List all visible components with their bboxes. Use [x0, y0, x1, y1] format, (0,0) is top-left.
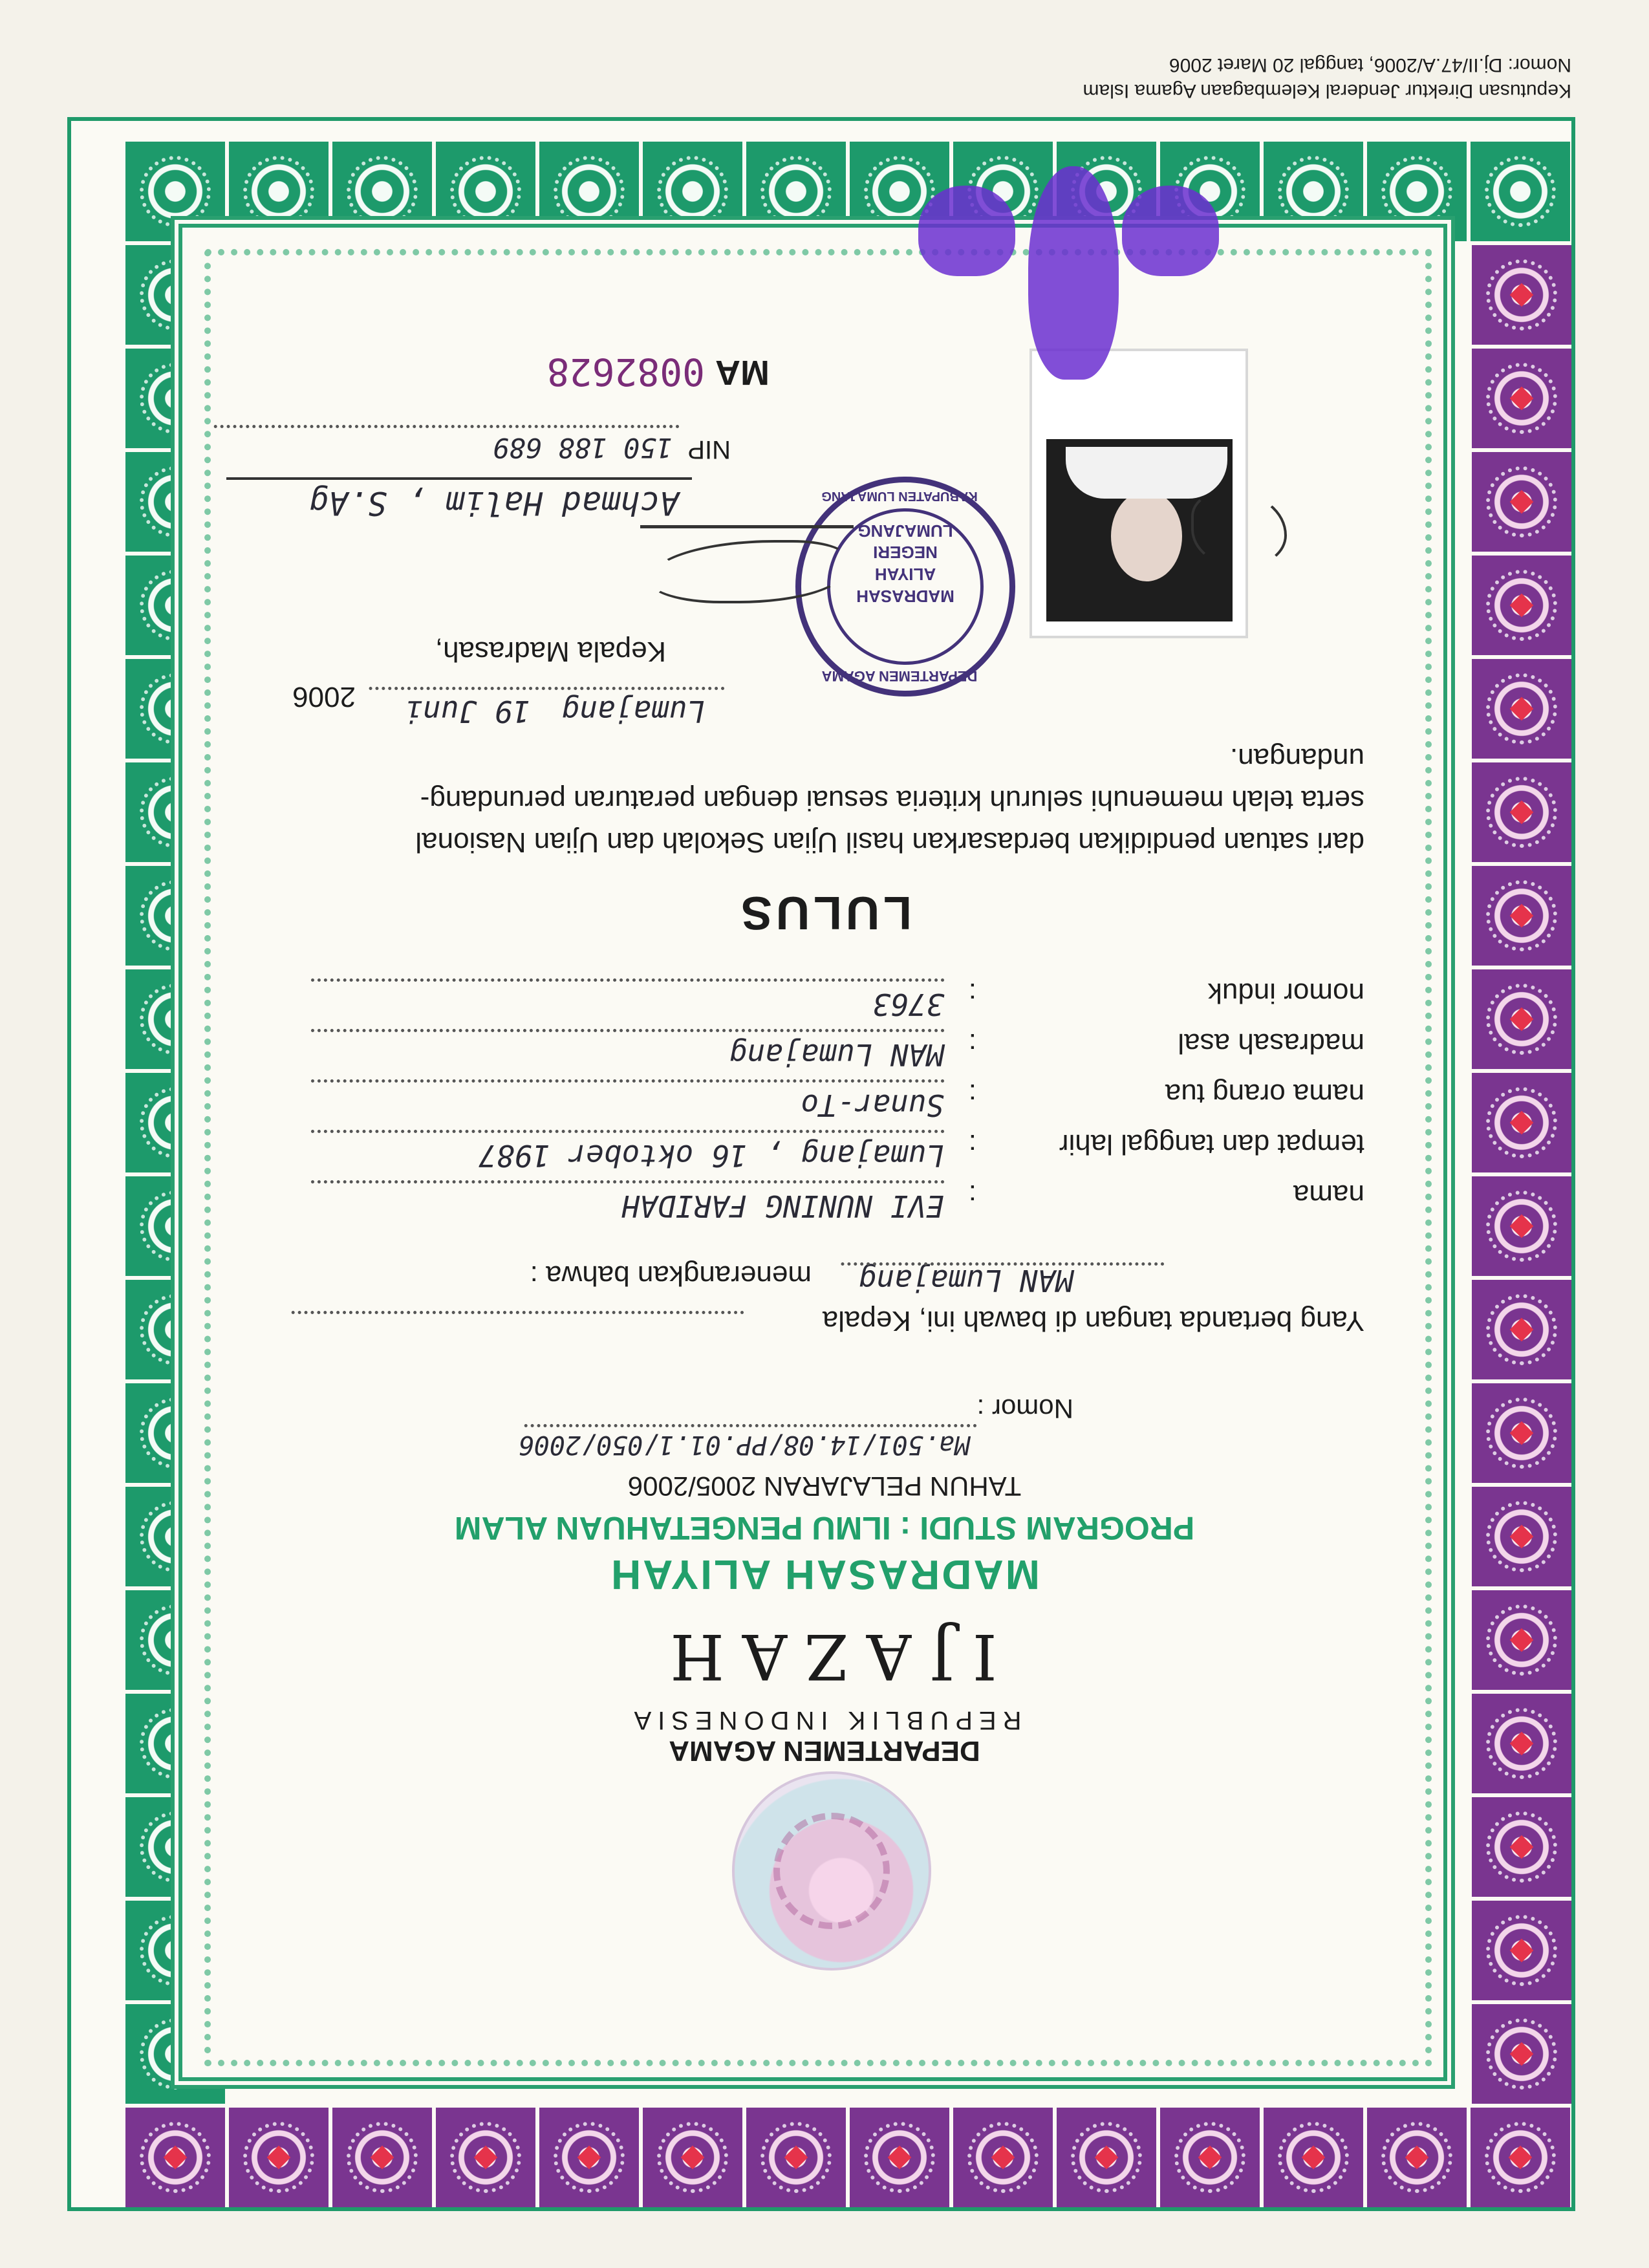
border-tile — [850, 2108, 949, 2207]
certificate-title: IJAZAH — [652, 1620, 997, 1692]
signature-scribble — [648, 540, 847, 603]
field-separator: : — [968, 1179, 976, 1211]
border-tile — [332, 2108, 432, 2207]
border-tile — [1472, 2004, 1571, 2104]
border-tile — [1472, 659, 1571, 759]
nomor-value: Ma.501/14.08/PP.01.1/050/2006 — [518, 1430, 970, 1460]
date-year: 2006 — [292, 681, 356, 713]
fingerprint-thumb — [1028, 166, 1119, 380]
field-dotted-line — [310, 1029, 944, 1032]
republic-name: REPUBLIK INDONESIA — [627, 1706, 1022, 1734]
statement-line-3: undangan. — [1230, 742, 1364, 774]
border-tile — [1472, 1797, 1571, 1897]
headmaster-signature — [640, 525, 854, 638]
border-tile — [1472, 556, 1571, 655]
field-label: tempat dan tanggal lahir — [1059, 1129, 1364, 1160]
academic-year: TAHUN PELAJARAN 2005/2006 — [627, 1471, 1022, 1502]
border-tile — [125, 2108, 225, 2207]
field-value: Sunar-To — [801, 1088, 944, 1123]
border-tile — [1471, 2108, 1570, 2207]
border-tile — [1472, 1383, 1571, 1483]
signatory-name-underline — [226, 477, 692, 480]
border-tile — [1471, 142, 1570, 241]
border-tile — [1472, 1901, 1571, 2000]
signatory-title: Kepala Madrasah, — [435, 636, 666, 667]
border-tile — [229, 2108, 329, 2207]
field-label: nama orang tua — [1165, 1078, 1364, 1110]
field-label: madrasah asal — [1178, 1028, 1364, 1059]
field-dotted-line — [310, 1180, 944, 1183]
signatory-name: Achmad Halim , S.Ag — [309, 484, 679, 522]
border-tile — [1472, 1073, 1571, 1172]
statement-line-1: dari satuan pendidikan berdasarkan hasil Ujian Sekolah dan Ujian Nasional — [415, 826, 1364, 858]
border-tile — [436, 2108, 535, 2207]
border-tile — [746, 2108, 846, 2207]
nip-number: 150 188 689 — [492, 432, 673, 464]
stamp-text-outer-top: DEPARTEMEN AGAMA — [821, 668, 978, 684]
border-tile — [1472, 349, 1571, 448]
serial-number: 0082628 — [546, 350, 705, 394]
serial-prefix: MA — [715, 353, 770, 392]
intro-dotted-line — [291, 1311, 744, 1314]
intro-text: Yang bertanda tangan di bawah ini, Kepala — [822, 1305, 1364, 1337]
field-separator: : — [968, 1129, 976, 1160]
fingerprint-left — [1122, 186, 1219, 276]
field-dotted-line — [310, 1130, 944, 1133]
border-tile — [1057, 2108, 1156, 2207]
intro-statement: menerangkan bahwa : — [530, 1260, 812, 1291]
border-tile — [1472, 969, 1571, 1069]
field-separator: : — [968, 1078, 976, 1110]
statement-line-2: serta telah memenuhi seluruh kriteria sesuai dengan peraturan perundang- — [420, 784, 1364, 816]
school-type: MADRASAH ALIYAH — [609, 1551, 1040, 1598]
date-day: 19 Juni — [405, 694, 530, 729]
stamp-text-outer-bottom: KABUPATEN LUMAJANG — [821, 489, 978, 503]
field-separator: : — [968, 1028, 976, 1059]
nomor-dotted-line — [524, 1424, 976, 1427]
border-tile — [1160, 2108, 1260, 2207]
border-tile — [1264, 2108, 1363, 2207]
field-value: Lumajang , 16 oktober 1987 — [478, 1138, 944, 1173]
field-value: EVI NUNING FARIDAH — [621, 1189, 944, 1224]
nip-dotted-line — [213, 425, 679, 428]
decree-line-2: Nomor: Dj.II/47.A/2006, tanggal 20 Maret 2006 — [1169, 54, 1571, 76]
border-tile — [1472, 1280, 1571, 1379]
decree-line-1: Keputusan Direktur Jenderal Kelembagaan Agama Islam — [1083, 80, 1571, 102]
border-tile — [1472, 245, 1571, 345]
nip-label: NIP — [687, 435, 731, 464]
department-name: DEPARTEMEN AGAMA — [669, 1735, 980, 1767]
study-program: PROGRAM STUDI : ILMU PENGETAHUAN ALAM — [454, 1510, 1195, 1546]
field-label: nama — [1293, 1179, 1364, 1211]
date-dotted-line — [369, 687, 724, 690]
stamp-text-2: NEGERI LUMAJANG — [857, 521, 953, 563]
fingerprint-right — [918, 186, 1015, 276]
border-tile — [1367, 2108, 1467, 2207]
border-tile — [1472, 762, 1571, 862]
field-value: 3763 — [872, 987, 944, 1022]
field-separator: : — [968, 977, 976, 1009]
border-tile — [1472, 866, 1571, 966]
photo-face — [1111, 491, 1182, 581]
result-lulus: LULUS — [737, 887, 912, 938]
stamp-text-1: MADRASAH ALIYAH — [856, 565, 954, 606]
border-tile — [1472, 452, 1571, 552]
intro-school: MAN Lumajang — [858, 1263, 1073, 1298]
nomor-label: Nomor : — [976, 1394, 1073, 1424]
border-tile — [643, 2108, 742, 2207]
hologram-seal — [732, 1771, 931, 1971]
border-tile — [1472, 1694, 1571, 1793]
field-value: MAN Lumajang — [729, 1037, 944, 1072]
field-dotted-line — [310, 978, 944, 982]
field-label: nomor induk — [1207, 977, 1364, 1009]
date-place: Lumajang — [561, 694, 705, 729]
border-tile — [1472, 1487, 1571, 1586]
border-tile — [1472, 1590, 1571, 1690]
photo-shirt — [1066, 447, 1227, 499]
border-tile — [539, 2108, 639, 2207]
border-tile — [953, 2108, 1053, 2207]
border-tile — [1472, 1176, 1571, 1276]
field-dotted-line — [310, 1079, 944, 1083]
school-dotted-line — [841, 1262, 1164, 1266]
